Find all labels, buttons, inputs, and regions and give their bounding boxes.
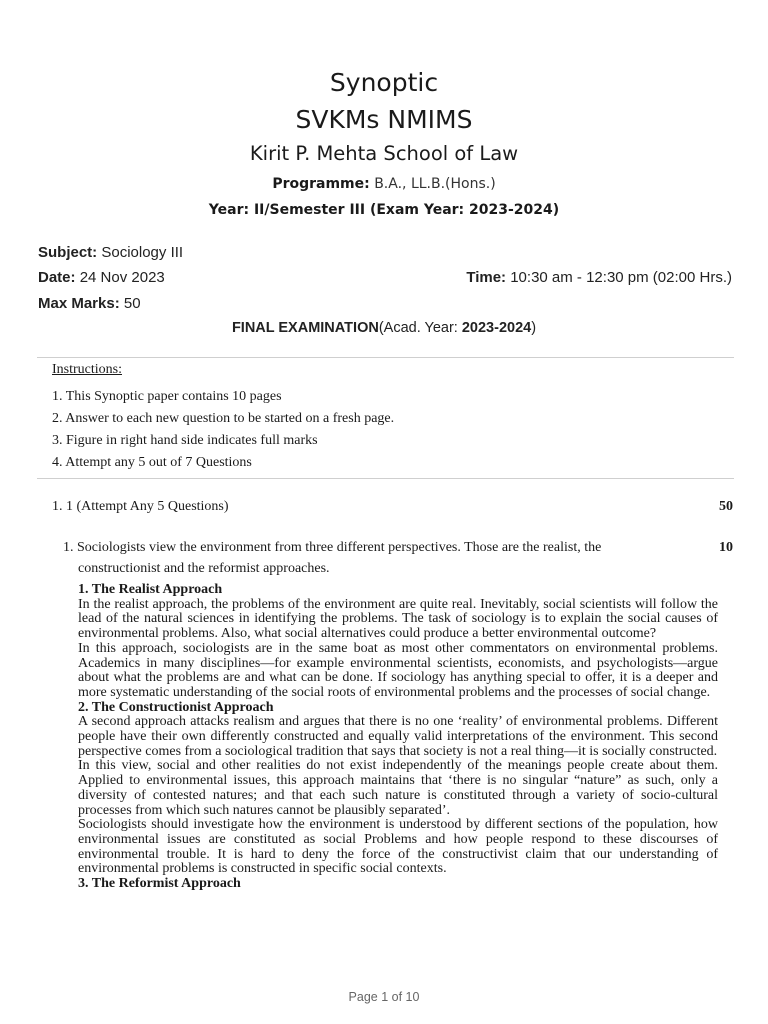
acad-prefix: (Acad. Year:	[378, 320, 462, 336]
subject-label: Subject:	[38, 244, 98, 261]
time-line	[466, 269, 732, 286]
instruction-item: 4. Attempt any 5 out of 7 Questions	[52, 455, 252, 470]
max-marks-value: 50	[123, 295, 141, 312]
institute-name: SVKMs NMIMS	[295, 105, 473, 134]
max-marks-label: Max Marks:	[38, 295, 120, 312]
acad-suffix: )	[531, 320, 537, 336]
instruction-item: 2. Answer to each new question to be started on a fresh page.	[52, 411, 395, 426]
final-examination-label: FINAL EXAMINATION	[231, 320, 379, 336]
school-name: Kirit P. Mehta School of Law	[249, 142, 519, 165]
subject-value: Sociology III	[101, 244, 184, 261]
answer-body	[78, 583, 718, 892]
question-text-line1: 1. Sociologists view the environment from three different perspectives. Those are the realist, the	[63, 540, 602, 555]
document-title: Synoptic	[329, 68, 439, 97]
time-value: 10:30 am - 12:30 pm (02:00 Hrs.)	[510, 269, 732, 286]
section-heading: 1. 1 (Attempt Any 5 Questions)	[52, 499, 229, 514]
subject-line	[38, 244, 183, 261]
acad-year: 2023-2024	[461, 320, 532, 336]
section-marks: 50	[719, 499, 733, 514]
programme-value: B.A., LL.B.(Hons.)	[374, 176, 496, 192]
paragraph: In this view, social and other realities do not exist independently of the meanings people create about them. Applied to environmental issues, this approach maintains that ‘there is no singular “nature” as such, only a diversity of contested natures; and that each such nature is constituted through a variety of socio-cultural processes from which such natures cannot be plausibly separated’.	[78, 758, 718, 818]
max-marks-line	[38, 295, 141, 312]
instructions-title: Instructions:	[52, 362, 122, 377]
heading-realist: 1. The Realist Approach	[78, 582, 223, 597]
date-value: 24 Nov 2023	[79, 269, 165, 286]
final-examination-line	[0, 320, 768, 336]
date-line	[38, 269, 165, 286]
programme-label: Programme:	[272, 176, 370, 192]
time-label: Time:	[466, 269, 507, 286]
paragraph: In this approach, sociologists are in the same boat as most other commentators on environmental problems. Academics in many disciplines—for example environmental scientists, economists, and psychologists—argue about what the problems are and what can be done. If sociology has anything special to offer, it is a deeper and more systematic understanding of the social roots of environmental problems and the processes of social change.	[78, 640, 718, 700]
heading-reformist: 3. The Reformist Approach	[78, 876, 241, 892]
programme-line	[0, 176, 768, 192]
question-marks: 10	[719, 540, 733, 555]
divider-bottom	[37, 478, 734, 479]
instruction-item: 3. Figure in right hand side indicates full marks	[52, 433, 318, 448]
page-number: Page 1 of 10	[348, 990, 420, 1004]
question-text-line2: constructionist and the reformist approaches.	[78, 561, 330, 576]
paragraph: Sociologists should investigate how the environment is understood by different sections of the population, how environmental issues are constituted as social Problems and how people respond to these discourses of environmental trouble. It is hard to deny the force of the constructivist claim that our understanding of environmental problems is constructed in specific social contexts.	[78, 817, 718, 877]
date-label: Date:	[38, 269, 76, 286]
year-line: Year: II/Semester III (Exam Year: 2023-2024)	[208, 202, 560, 218]
paragraph: In the realist approach, the problems of the environment are quite real. Inevitably, social scientists will follow the lead of the natural sciences in identifying the problems. The task of sociology is to explain the social causes of environmental problems. Also, what social alternatives could produce a better environmental outcome?	[78, 596, 718, 642]
instruction-item: 1. This Synoptic paper contains 10 pages	[52, 389, 282, 404]
divider-top	[37, 357, 734, 358]
heading-constructionist: 2. The Constructionist Approach	[78, 699, 274, 715]
paragraph: A second approach attacks realism and argues that there is no one ‘reality’ of environmental problems. Different people have their own differently constructed and equally valid interpretations of the environment. This second perspective comes from a sociological tradition that says that society is not a real thing—it is socially constructed.	[78, 714, 718, 759]
